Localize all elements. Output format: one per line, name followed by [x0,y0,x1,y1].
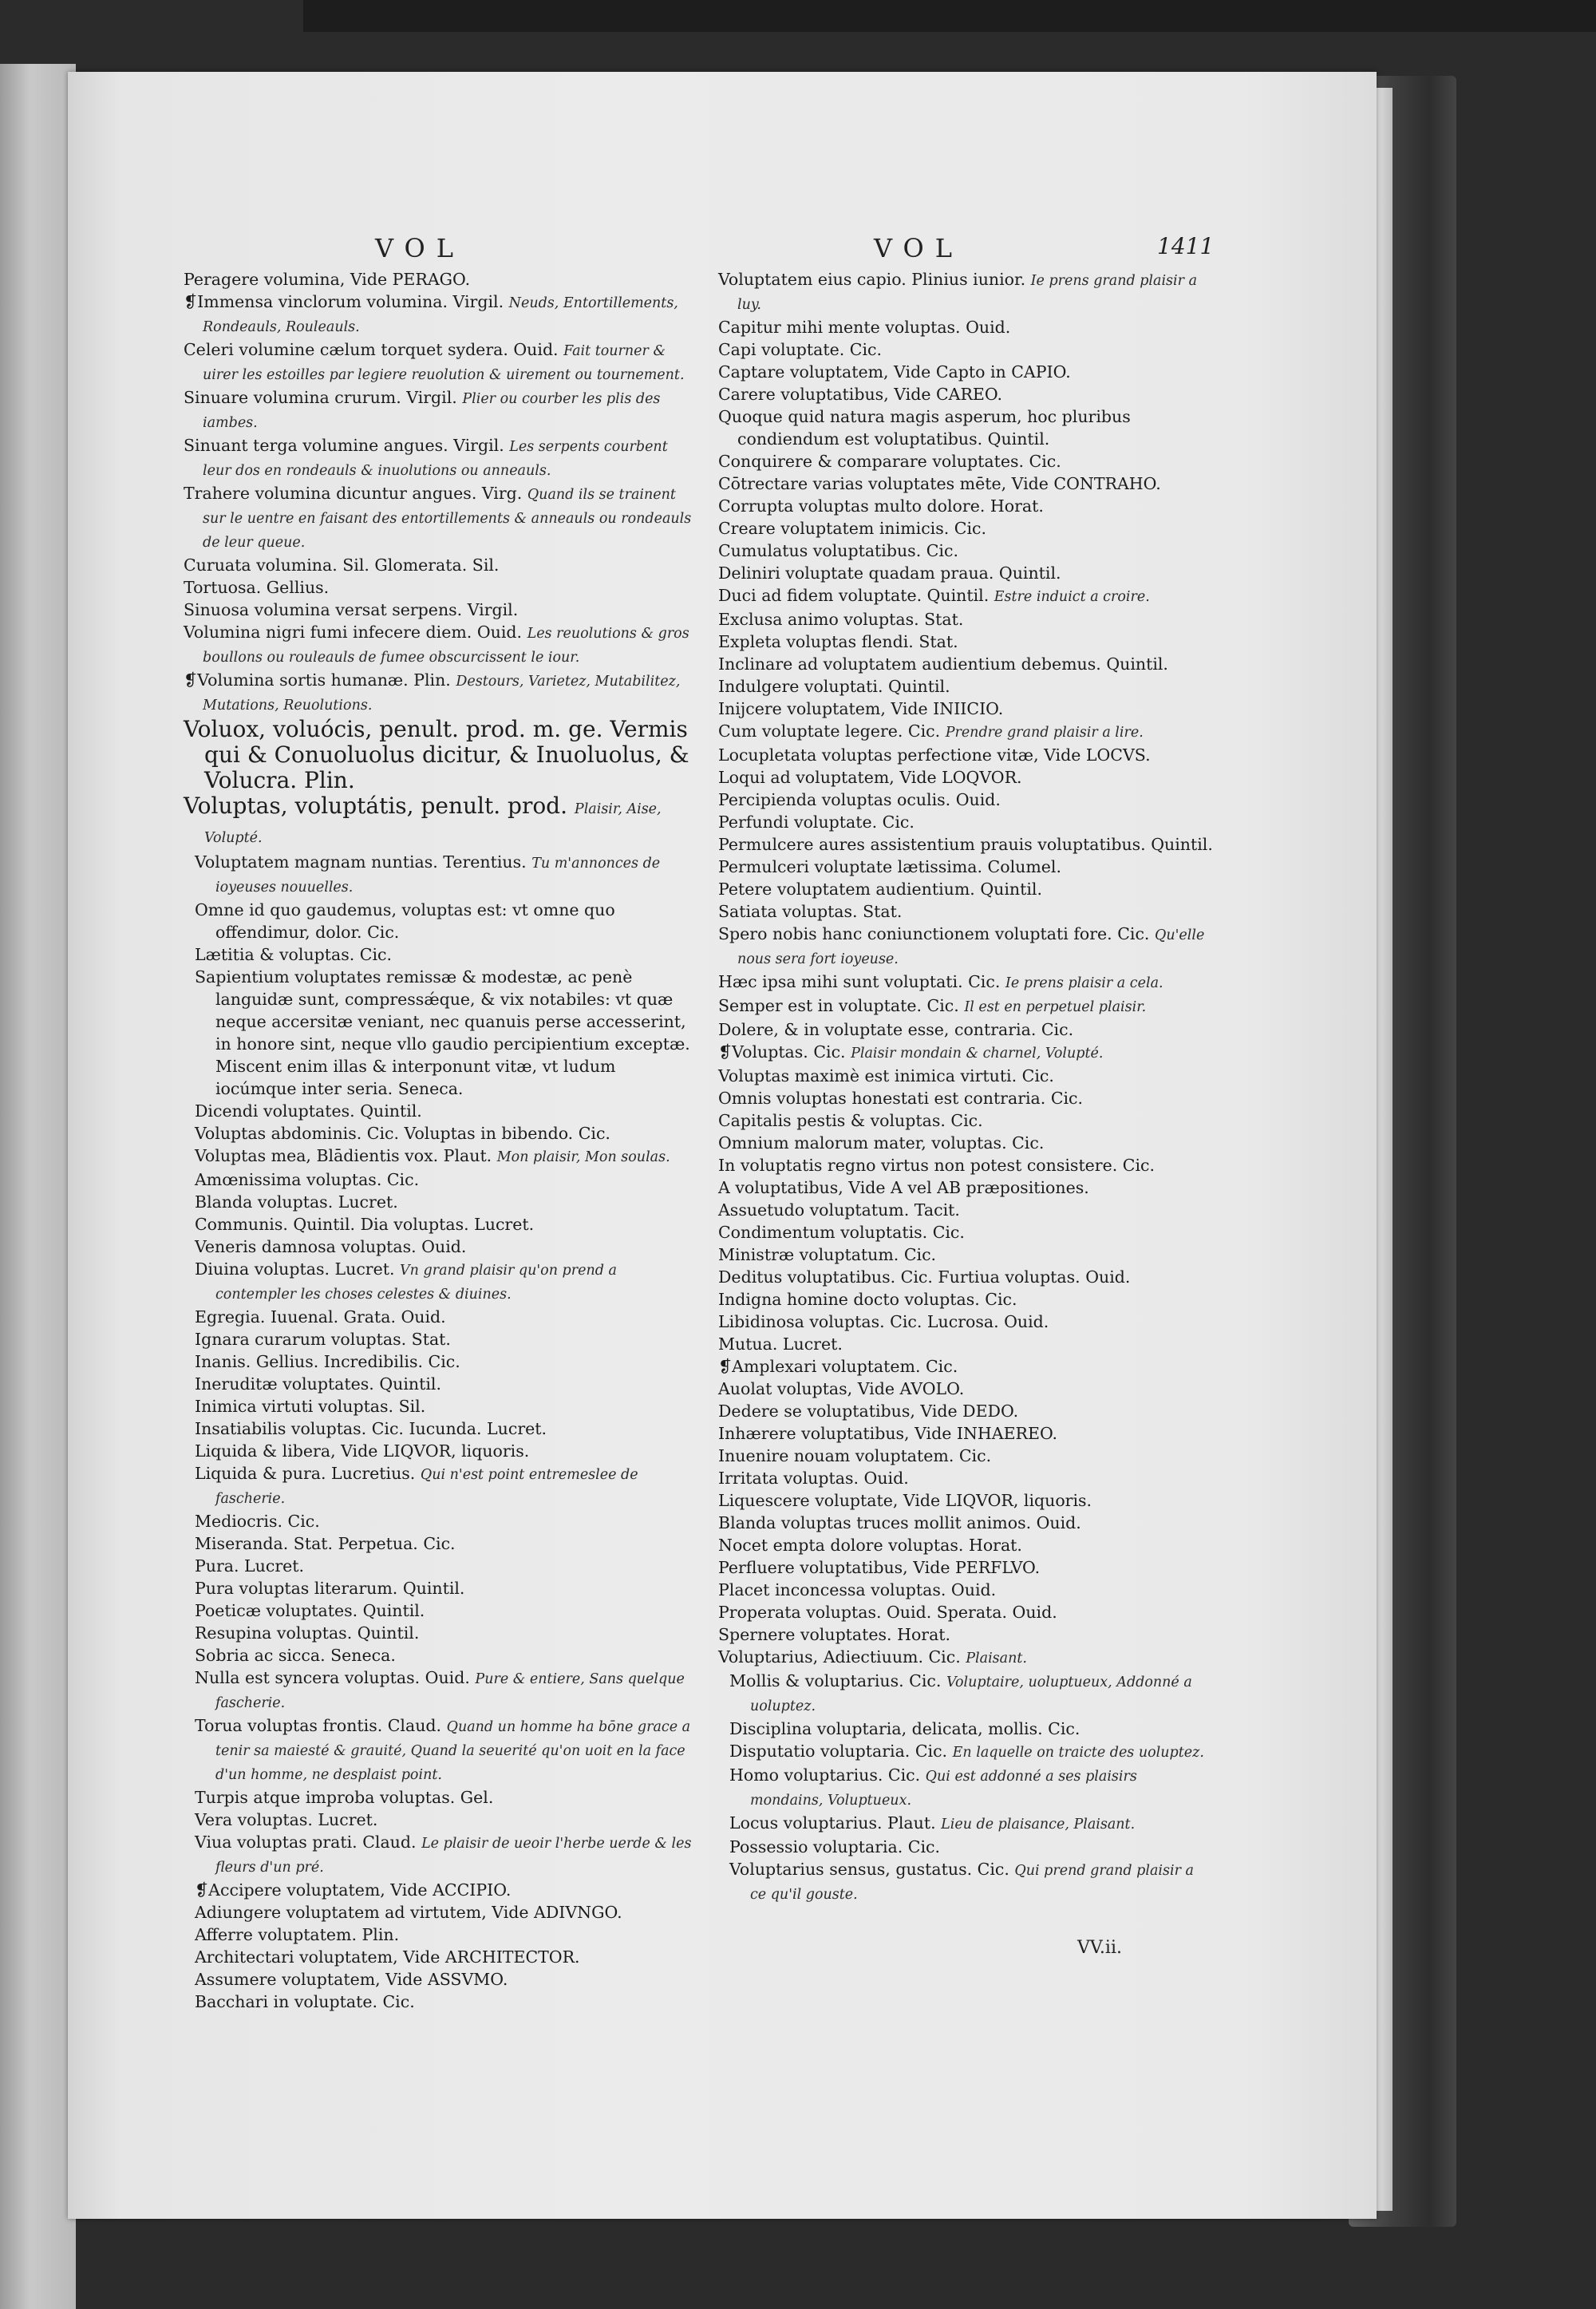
entry-latin-text: Hæc ipsa mihi sunt voluptati. Cic. [718,972,1001,991]
entry-latin-text: Inimica virtuti voluptas. Sil. [195,1397,426,1416]
entry-latin-text: Placet inconcessa voluptas. Ouid. [718,1580,997,1599]
dictionary-entry [718,811,1213,833]
entry-french-gloss: Plier ou courber les plis des iambes. [203,391,661,431]
entry-latin-text: Spero nobis hanc coniunctionem voluptati fore. Cic. [718,924,1150,943]
entry-latin-text: Indulgere voluptati. Quintil. [718,677,950,696]
dictionary-entry [184,1236,694,1258]
dictionary-entry [718,1467,1213,1489]
dictionary-entry [718,878,1213,900]
entry-latin-text: Possessio voluptaria. Cic. [729,1837,941,1856]
entry-latin-text: Bacchari in voluptate. Cic. [195,1992,415,2011]
entry-latin-text: Blanda voluptas truces mollit animos. Ouid. [718,1513,1081,1532]
dictionary-entry [718,1355,1213,1378]
entry-french-gloss: Neuds, Entortillements, Rondeauls, Rouleauls. [203,295,678,335]
dictionary-entry [718,1812,1213,1836]
dictionary-entry [184,1510,694,1532]
dictionary-entry [184,1555,694,1577]
entry-latin-text: In voluptatis regno virtus non potest consistere. Cic. [718,1156,1156,1175]
dictionary-entry [184,1350,694,1373]
entry-latin-text: Sinuare volumina crurum. Virgil. [184,388,457,407]
dictionary-entry [718,1041,1213,1065]
entry-latin-text: Blanda voluptas. Lucret. [195,1192,398,1212]
entry-french-gloss: Quand ils se trainent sur le uentre en faisant des entortillements & anneauls ou rondeauls de leur queue. [203,487,692,551]
entry-french-gloss: Destours, Varietez, Mutabilitez, Mutations, Reuolutions. [203,674,681,714]
dictionary-entry [718,1489,1213,1512]
dictionary-entry [184,599,694,621]
entry-latin-text: Cum voluptate legere. Cic. [718,722,941,741]
entry-latin-text: Disciplina voluptaria, delicata, mollis. Cic. [729,1719,1080,1738]
entry-latin-text: Peragere volumina, Vide PERAGO. [184,270,471,289]
dictionary-entry [718,562,1213,584]
entry-latin-text: Inhærere voluptatibus, Vide INHAEREO. [718,1424,1058,1443]
entry-latin-text: Omne id quo gaudemus, voluptas est: vt omne quo offendimur, dolor. Cic. [195,900,615,942]
dictionary-entry [718,472,1213,495]
entry-latin-text: Homo voluptarius. Cic. [729,1765,921,1785]
dictionary-entry [718,540,1213,562]
dictionary-entry [718,268,1213,316]
entry-latin-text: Miseranda. Stat. Perpetua. Cic. [195,1534,456,1553]
entry-latin-text: Duci ad fidem voluptate. Quintil. [718,586,990,605]
entry-latin-text: Trahere volumina dicuntur angues. Virg. [184,484,523,503]
entry-latin-text: Loqui ad voluptatem, Vide LOQVOR. [718,768,1022,787]
entry-latin-text: Torua voluptas frontis. Claud. [195,1716,442,1735]
dictionary-entry [184,793,694,851]
entry-latin-text: Communis. Quintil. Dia voluptas. Lucret. [195,1215,535,1234]
entry-latin-text: Deditus voluptatibus. Cic. Furtiua voluptas. Ouid. [718,1267,1131,1287]
entry-latin-text: ❡Volumina sortis humanæ. Plin. [184,670,451,690]
entry-french-gloss: Il est en perpetuel plaisir. [964,999,1147,1015]
dictionary-entry [718,1400,1213,1422]
entry-latin-text: A voluptatibus, Vide A vel AB præpositiones. [718,1178,1089,1197]
dictionary-entry [718,608,1213,631]
entry-latin-text: Locupletata voluptas perfectione vitæ, Vide LOCVS. [718,745,1151,765]
entry-latin-text: Permulcere aures assistentium prauis voluptatibus. Quintil. [718,835,1213,854]
dictionary-entry [184,1191,694,1213]
entry-french-gloss: Estre induict a croire. [994,589,1150,605]
entry-latin-text: Permulceri voluptate lætissima. Columel. [718,857,1061,876]
entry-latin-text: Celeri volumine cælum torquet sydera. Ouid. [184,340,559,359]
dictionary-entry [184,1417,694,1440]
dictionary-entry [718,1623,1213,1646]
entry-latin-text: Auolat voluptas, Vide AVOLO. [718,1379,965,1398]
entry-french-gloss: Fait tourner & uirer les estoilles par legiere reuolution & uirement ou tournement. [203,343,685,383]
entry-french-gloss: Plaisir mondain & charnel, Volupté. [851,1046,1104,1062]
dictionary-entry [184,1968,694,1991]
dictionary-entry [718,856,1213,878]
entry-french-gloss: Pure & entiere, Sans quelque fascherie. [215,1671,685,1711]
entry-latin-text: Captare voluptatem, Vide Capto in CAPIO. [718,362,1071,382]
entry-french-gloss: Mon plaisir, Mon soulas. [496,1149,670,1165]
entry-latin-text: Architectari voluptatem, Vide ARCHITECTOR. [195,1947,580,1967]
entry-latin-text: Irritata voluptas. Ouid. [718,1469,909,1488]
scanner-top-strip [303,0,1596,32]
entry-latin-text: Inijcere voluptatem, Vide INIICIO. [718,699,1004,718]
entry-latin-text: Perfluere voluptatibus, Vide PERFLVO. [718,1558,1041,1577]
dictionary-entry [718,1764,1213,1812]
dictionary-entry [718,1445,1213,1467]
entry-latin-text: Indigna homine docto voluptas. Cic. [718,1290,1017,1309]
entry-french-gloss: Lieu de plaisance, Plaisant. [941,1817,1136,1833]
entry-latin-text: Conquirere & comparare voluptates. Cic. [718,452,1061,471]
dictionary-entry [184,851,694,899]
dictionary-entry [184,1644,694,1667]
dictionary-entry [718,316,1213,338]
entry-latin-text: Satiata voluptas. Stat. [718,902,903,921]
entry-french-gloss: Les reuolutions & gros boullons ou rouleauls de fumee obscurcissent le iour. [203,626,689,666]
entry-latin-text: Deliniri voluptate quadam praua. Quintil. [718,563,1061,583]
entry-latin-text: ❡Amplexari voluptatem. Cic. [718,1357,958,1376]
dictionary-entry [718,698,1213,720]
entry-latin-text: Perfundi voluptate. Cic. [718,812,915,832]
entry-latin-text: Assuetudo voluptatum. Tacit. [718,1200,960,1220]
dictionary-entry [184,943,694,966]
entry-latin-text: Carere voluptatibus, Vide CAREO. [718,385,1003,404]
page-number: 1411 [1157,233,1215,259]
dictionary-entry [184,1100,694,1122]
entry-latin-text: Turpis atque improba voluptas. Gel. [195,1788,494,1807]
entry-latin-text: Poeticæ voluptates. Quintil. [195,1601,425,1620]
dictionary-entry [718,1154,1213,1176]
dictionary-entry [184,621,694,669]
entry-latin-text: Sobria ac sicca. Seneca. [195,1646,396,1665]
dictionary-entry [184,1373,694,1395]
entry-latin-text: Exclusa animo voluptas. Stat. [718,610,964,629]
entry-latin-text: Locus voluptarius. Plaut. [729,1813,936,1833]
dictionary-entry [718,1601,1213,1623]
entry-latin-text: Vera voluptas. Lucret. [195,1810,378,1829]
dictionary-entry [718,766,1213,789]
dictionary-entry [184,1462,694,1510]
entry-latin-text: Nulla est syncera voluptas. Ouid. [195,1668,470,1687]
dictionary-entry [184,1809,694,1831]
dictionary-entry [718,971,1213,994]
entry-latin-text: Volumina nigri fumi infecere diem. Ouid. [184,623,523,642]
dictionary-entry [184,966,694,1100]
entry-french-gloss: Les serpents courbent leur dos en rondeauls & inuolutions ou anneauls. [203,439,668,479]
dictionary-entry [184,482,694,554]
entry-french-gloss: Tu m'annonces de ioyeuses nouuelles. [215,856,661,896]
dictionary-entry [718,383,1213,405]
dictionary-entry [718,1718,1213,1740]
entry-latin-text: Condimentum voluptatis. Cic. [718,1223,965,1242]
entry-latin-text: Ineruditæ voluptates. Quintil. [195,1374,441,1394]
dictionary-entry [718,1065,1213,1087]
dictionary-entry [184,1328,694,1350]
dictionary-entry [718,923,1213,971]
dictionary-entry [718,653,1213,675]
left-page-edge [0,64,76,2309]
dictionary-entry [184,1622,694,1644]
dictionary-entry [718,720,1213,744]
entry-latin-text: Creare voluptatem inimicis. Cic. [718,519,987,538]
dictionary-entry [718,1740,1213,1764]
dictionary-entry [718,405,1213,450]
dictionary-entry [718,1512,1213,1534]
entry-latin-text: Amœnissima voluptas. Cic. [195,1170,420,1189]
dictionary-entry [718,1288,1213,1311]
entry-latin-text: Pura voluptas literarum. Quintil. [195,1579,465,1598]
entry-latin-text: Voluptarius sensus, gustatus. Cic. [729,1860,1009,1879]
dictionary-entry [718,994,1213,1018]
dictionary-entry [718,631,1213,653]
dictionary-entry [184,434,694,482]
entry-latin-text: Dedere se voluptatibus, Vide DEDO. [718,1402,1019,1421]
entry-latin-text: Sinuant terga volumine angues. Virgil. [184,436,504,455]
dictionary-entry [184,1168,694,1191]
entry-latin-text: Liquida & pura. Lucretius. [195,1464,416,1483]
entry-latin-text: Voluptas, voluptátis, penult. prod. [184,793,568,819]
signature-mark: VV.ii. [1077,1938,1122,1958]
entry-french-gloss: Ie prens plaisir a cela. [1005,975,1163,991]
entry-latin-text: Curuata volumina. Sil. Glomerata. Sil. [184,556,500,575]
entry-latin-text: Voluptas abdominis. Cic. Voluptas in bibendo. Cic. [195,1124,610,1143]
dictionary-entry [718,1378,1213,1400]
entry-latin-text: Afferre voluptatem. Plin. [195,1925,400,1944]
dictionary-entry [718,833,1213,856]
entry-latin-text: Nocet empta dolore voluptas. Horat. [718,1536,1022,1555]
dictionary-entry [184,1395,694,1417]
entry-latin-text: Assumere voluptatem, Vide ASSVMO. [195,1970,508,1989]
dictionary-entry [184,1879,694,1901]
entry-latin-text: Petere voluptatem audientium. Quintil. [718,880,1042,899]
entry-french-gloss: Ie prens grand plaisir a luy. [737,273,1198,313]
dictionary-entry [184,669,694,717]
entry-latin-text: Tortuosa. Gellius. [184,578,330,597]
dictionary-entry [718,1311,1213,1333]
entry-latin-text: Dicendi voluptates. Quintil. [195,1101,422,1121]
dictionary-entry [718,1333,1213,1355]
dictionary-entry [184,1599,694,1622]
entry-latin-text: Semper est in voluptate. Cic. [718,996,959,1015]
entry-latin-text: Inanis. Gellius. Incredibilis. Cic. [195,1352,460,1371]
dictionary-entry [184,386,694,434]
dictionary-entry [718,450,1213,472]
entry-latin-text: Resupina voluptas. Quintil. [195,1623,420,1643]
entry-french-gloss: Plaisir, Aise, Volupté. [204,801,662,846]
entry-latin-text: Cōtrectare varias voluptates mēte, Vide CONTRAHO. [718,474,1161,493]
entry-french-gloss: Qui est addonné a ses plaisirs mondains, Voluptueux. [750,1769,1137,1809]
dictionary-entry [718,1579,1213,1601]
entry-latin-text: Mollis & voluptarius. Cic. [729,1671,942,1690]
dictionary-entry [718,584,1213,608]
entry-latin-text: Cumulatus voluptatibus. Cic. [718,541,958,560]
right-text-column [718,268,1213,1906]
entry-latin-text: Inclinare ad voluptatem audientium debemus. Quintil. [718,654,1168,674]
dictionary-entry [184,1901,694,1924]
entry-latin-text: Egregia. Iuuenal. Grata. Ouid. [195,1307,446,1326]
entry-latin-text: Voluox, voluócis, penult. prod. m. ge. Vermis qui & Conuoluolus dicitur, & Inuoluolus, & Volucra. Plin. [184,716,689,793]
dictionary-entry [184,1577,694,1599]
dictionary-entry [718,1243,1213,1266]
entry-latin-text: Voluptarius, Adiectiuum. Cic. [718,1647,961,1667]
dictionary-entry [718,1018,1213,1041]
entry-latin-text: Ignara curarum voluptas. Stat. [195,1330,451,1349]
dictionary-entry [184,1532,694,1555]
entry-latin-text: Properata voluptas. Ouid. Sperata. Ouid. [718,1603,1057,1622]
entry-latin-text: Inuenire nouam voluptatem. Cic. [718,1446,992,1465]
dictionary-entry [718,900,1213,923]
entry-latin-text: Voluptatem eius capio. Plinius iunior. [718,270,1026,289]
dictionary-entry [718,1534,1213,1556]
entry-latin-text: ❡Voluptas. Cic. [718,1042,846,1062]
dictionary-entry [718,517,1213,540]
entry-latin-text: Pura. Lucret. [195,1556,305,1576]
dictionary-entry [718,1132,1213,1154]
entry-latin-text: Spernere voluptates. Horat. [718,1625,951,1644]
entry-french-gloss: Quand un homme ha bōne grace a tenir sa maiesté & grauité, Quand la seuerité qu'on uoit en la face d'un homme, ne desplaist point. [215,1719,691,1783]
entry-latin-text: Quoque quid natura magis asperum, hoc pluribus condiendum est voluptatibus. Quintil. [718,407,1131,449]
entry-french-gloss: Qui prend grand plaisir a ce qu'il gouste. [750,1863,1194,1903]
entry-latin-text: Libidinosa voluptas. Cic. Lucrosa. Ouid. [718,1312,1049,1331]
entry-latin-text: ❡Immensa vinclorum volumina. Virgil. [184,292,504,311]
dictionary-entry [718,1087,1213,1109]
entry-latin-text: Corrupta voluptas multo dolore. Horat. [718,496,1044,516]
entry-french-gloss: Qui n'est point entremeslee de fascherie. [215,1467,638,1507]
running-head-right: VOL [874,233,964,263]
entry-latin-text: Viua voluptas prati. Claud. [195,1833,417,1852]
dictionary-entry [718,1556,1213,1579]
dictionary-entry [184,338,694,386]
entry-latin-text: Disputatio voluptaria. Cic. [729,1742,948,1761]
entry-latin-text: Veneris damnosa voluptas. Ouid. [195,1237,467,1256]
entry-latin-text: Capitur mihi mente voluptas. Ouid. [718,318,1011,337]
dictionary-entry [718,1858,1213,1906]
entry-latin-text: ❡Accipere voluptatem, Vide ACCIPIO. [195,1880,512,1900]
dictionary-entry [718,1646,1213,1670]
dictionary-entry [718,744,1213,766]
dictionary-entry [184,576,694,599]
entry-french-gloss: Vn grand plaisir qu'on prend a contempler les choses celestes & diuines. [215,1263,617,1303]
entry-latin-text: Sinuosa volumina versat serpens. Virgil. [184,600,519,619]
dictionary-entry [184,1440,694,1462]
dictionary-entry [184,717,694,793]
entry-french-gloss: Qu'elle nous sera fort ioyeuse. [737,927,1205,967]
entry-french-gloss: Plaisant. [966,1651,1027,1667]
entry-latin-text: Liquida & libera, Vide LIQVOR, liquoris. [195,1441,530,1461]
dictionary-entry [184,1831,694,1879]
entry-latin-text: Dolere, & in voluptate esse, contraria. Cic. [718,1020,1074,1039]
dictionary-entry [718,1176,1213,1199]
dictionary-entry [184,554,694,576]
entry-latin-text: Lætitia & voluptas. Cic. [195,945,393,964]
entry-latin-text: Voluptas maximè est inimica virtuti. Cic. [718,1066,1054,1085]
entry-latin-text: Liquescere voluptate, Vide LIQVOR, liquoris. [718,1491,1092,1510]
entry-latin-text: Voluptas mea, Blādientis vox. Plaut. [195,1146,492,1165]
dictionary-entry [184,291,694,338]
dictionary-entry [184,268,694,291]
entry-latin-text: Voluptatem magnam nuntias. Terentius. [195,852,527,872]
dictionary-entry [184,1667,694,1714]
entry-latin-text: Adiungere voluptatem ad virtutem, Vide ADIVNGO. [195,1903,622,1922]
dictionary-entry [184,1213,694,1236]
dictionary-entry [184,1946,694,1968]
dictionary-entry [184,1924,694,1946]
entry-latin-text: Capitalis pestis & voluptas. Cic. [718,1111,983,1130]
dictionary-entry [184,1786,694,1809]
dictionary-entry [718,361,1213,383]
entry-latin-text: Capi voluptate. Cic. [718,340,883,359]
running-head-left: VOL [375,233,465,263]
dictionary-entry [718,495,1213,517]
dictionary-entry [718,789,1213,811]
left-text-column [184,268,694,2013]
entry-latin-text: Ministræ voluptatum. Cic. [718,1245,937,1264]
entry-latin-text: Mediocris. Cic. [195,1512,320,1531]
entry-latin-text: Insatiabilis voluptas. Cic. Iucunda. Lucret. [195,1419,547,1438]
entry-french-gloss: En laquelle on traicte des uoluptez. [952,1745,1204,1761]
entry-french-gloss: Voluptaire, uoluptueux, Addonné a uoluptez. [750,1674,1192,1714]
entry-french-gloss: Le plaisir de ueoir l'herbe uerde & les fleurs d'un pré. [215,1836,692,1876]
entry-latin-text: Diuina voluptas. Lucret. [195,1259,395,1279]
dictionary-entry [184,1122,694,1145]
dictionary-entry [718,1670,1213,1718]
dictionary-entry [718,675,1213,698]
entry-latin-text: Sapientium voluptates remissæ & modestæ, ac penè languidæ sunt, compressǽque, & vix notabiles: vt quæ neque accersitæ veniant, nec quanuis perse accesserint, in honore sint, neque vllo gaudio percipientium exceptæ. Miscent enim illas & interponunt vitæ, vt ludum iocúmque inter seria. Seneca. [195,967,690,1098]
entry-latin-text: Omnium malorum mater, voluptas. Cic. [718,1133,1045,1153]
entry-latin-text: Expleta voluptas flendi. Stat. [718,632,958,651]
dictionary-entry [184,1306,694,1328]
dictionary-entry [184,1714,694,1786]
entry-latin-text: Mutua. Lucret. [718,1334,843,1354]
dictionary-entry [184,899,694,943]
dictionary-entry [718,1266,1213,1288]
dictionary-entry [718,1422,1213,1445]
dictionary-entry [718,338,1213,361]
dictionary-entry [184,1258,694,1306]
entry-french-gloss: Prendre grand plaisir a lire. [945,725,1144,741]
dictionary-entry [184,1991,694,2013]
dictionary-entry [184,1145,694,1168]
entry-latin-text: Percipienda voluptas oculis. Ouid. [718,790,1001,809]
entry-latin-text: Omnis voluptas honestati est contraria. Cic. [718,1089,1084,1108]
dictionary-entry [718,1836,1213,1858]
dictionary-entry [718,1109,1213,1132]
dictionary-entry [718,1199,1213,1221]
dictionary-entry [718,1221,1213,1243]
